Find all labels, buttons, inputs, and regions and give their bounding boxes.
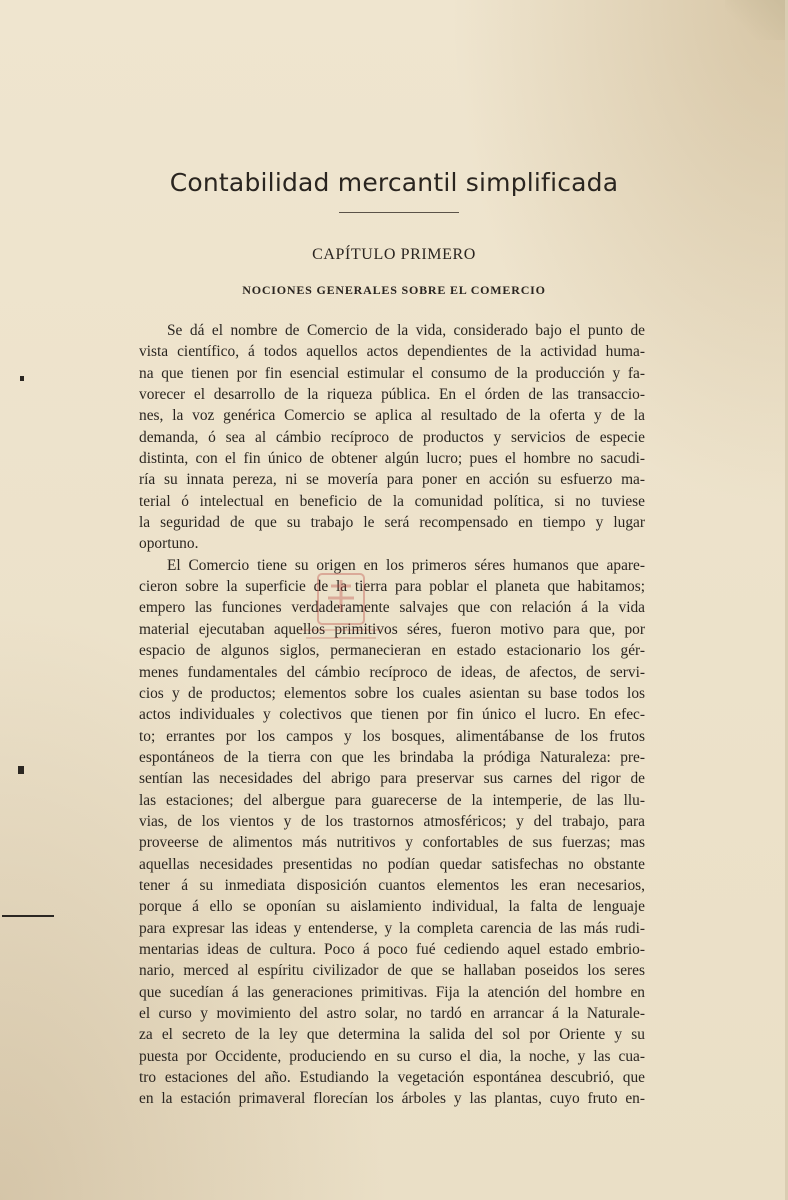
text-line: para expresar las ideas y entenderse, y la completa carencia de las más rudi-	[139, 919, 645, 937]
text-line: proveerse de alimentos más nutritivos y confortables de sus fuerzas; mas	[139, 834, 645, 852]
text-line: puesta por Occidente, produciendo en su curso el dia, la noche, y las cua-	[139, 1047, 645, 1065]
text-line: en la estación primaveral florecían los árboles y las plantas, cuyo fruto en-	[139, 1090, 645, 1108]
text-line: oportuno.	[139, 535, 199, 553]
text-line: El Comercio tiene su origen en los primeros séres humanos que apare-	[167, 556, 645, 574]
margin-mark	[20, 376, 24, 381]
text-line: Se dá el nombre de Comercio de la vida, considerado bajo el punto de	[167, 322, 645, 339]
text-line: za el secreto de la ley que determina la salida del sol por Oriente y su	[139, 1026, 645, 1044]
title-rule	[339, 212, 459, 213]
chapter-heading: CAPÍTULO PRIMERO	[312, 246, 476, 263]
text-line: ría su innata pereza, ni se movería para poner en acción su esfuerzo ma-	[139, 471, 645, 489]
text-line: terial ó intelectual en beneficio de la comunidad política, si no tuviese	[139, 492, 645, 510]
text-line: actos individuales y colectivos que tienen por fin único el lucro. En efec-	[139, 706, 645, 724]
text-line: mentarias ideas de cultura. Poco á poco fué cediendo aquel estado embrio-	[139, 940, 645, 958]
text-line: vias, de los vientos y de los trastornos atmosféricos; y del trabajo, para	[139, 812, 645, 830]
text-line: que sucedían á las generaciones primitivas. Fija la atención del hombre en	[139, 983, 645, 1001]
text-line: tener á su inmediata disposición cuantos elementos les eran necesarios,	[139, 876, 645, 894]
margin-mark	[2, 915, 54, 917]
page-title: Contabilidad mercantil simplificada	[169, 168, 619, 197]
text-line: to; errantes por los campos y los bosques, alimentábanse de los frutos	[139, 727, 645, 745]
body-text	[139, 320, 645, 1110]
text-line: menes fundamentales del cámbio recíproco de ideas, de afectos, de servi-	[139, 663, 645, 681]
margin-mark	[18, 766, 24, 774]
text-line: el curso y movimiento del astro solar, no tardó en arrancar á la Naturale-	[139, 1005, 645, 1022]
text-line: aquellas necesidades presentidas no podían quedar satisfechas no obstante	[139, 855, 645, 873]
text-line: tro estaciones del año. Estudiando la vegetación espontánea descubrió, que	[139, 1069, 645, 1087]
text-line: distinta, con el fin único de obtener algún lucro; pues el hombre no sacudi-	[139, 450, 645, 468]
text-line: nario, merced al espíritu civilizador de que se hallaban poseidos los seres	[139, 962, 645, 980]
text-line: demanda, ó sea al cámbio recíproco de productos y servicios de especie	[139, 428, 645, 446]
text-line: espontáneos de la tierra con que les brindaba la pródiga Naturaleza: pre-	[139, 748, 645, 766]
text-line: cios y de productos; elementos sobre los cuales asientan su base todos los	[139, 684, 645, 702]
section-subtitle: NOCIONES GENERALES SOBRE EL COMERCIO	[242, 283, 546, 297]
text-line: espacio de algunos siglos, permanecieran en estado estacionario los gér-	[139, 642, 645, 660]
text-line: nes, la voz genérica Comercio se aplica al resultado de la oferta y de la	[139, 407, 645, 425]
text-line: na que tienen por fin esencial estimular el consumo de la producción y fa-	[139, 364, 645, 382]
text-line: vorecer el desarrollo de la riqueza pública. En el órden de las transaccio-	[139, 386, 645, 404]
text-line: sentían las necesidades del abrigo para preservar sus carnes del rigor de	[139, 770, 645, 788]
page-corner-shade	[725, 0, 785, 40]
text-line: las estaciones; del albergue para guarecerse de la intemperie, de las llu-	[139, 791, 645, 809]
text-line: porque á ello se oponían su aislamiento individual, la falta de lenguaje	[139, 898, 645, 916]
text-line: cieron sobre la superficie de la tierra para poblar el planeta que habitamos;	[139, 578, 645, 596]
text-line: material ejecutaban aquellos primitivos séres, fueron motivo para que, por	[139, 620, 645, 638]
text-line: vista científico, á todos aquellos actos dependientes de la actividad huma-	[139, 343, 645, 361]
library-stamp-icon	[296, 568, 386, 648]
text-line: empero las funciones verdaderamente salvajes que con relación á la vida	[139, 599, 645, 617]
text-line: la seguridad de que su trabajo le será recompensado en tiempo y lugar	[139, 514, 645, 532]
